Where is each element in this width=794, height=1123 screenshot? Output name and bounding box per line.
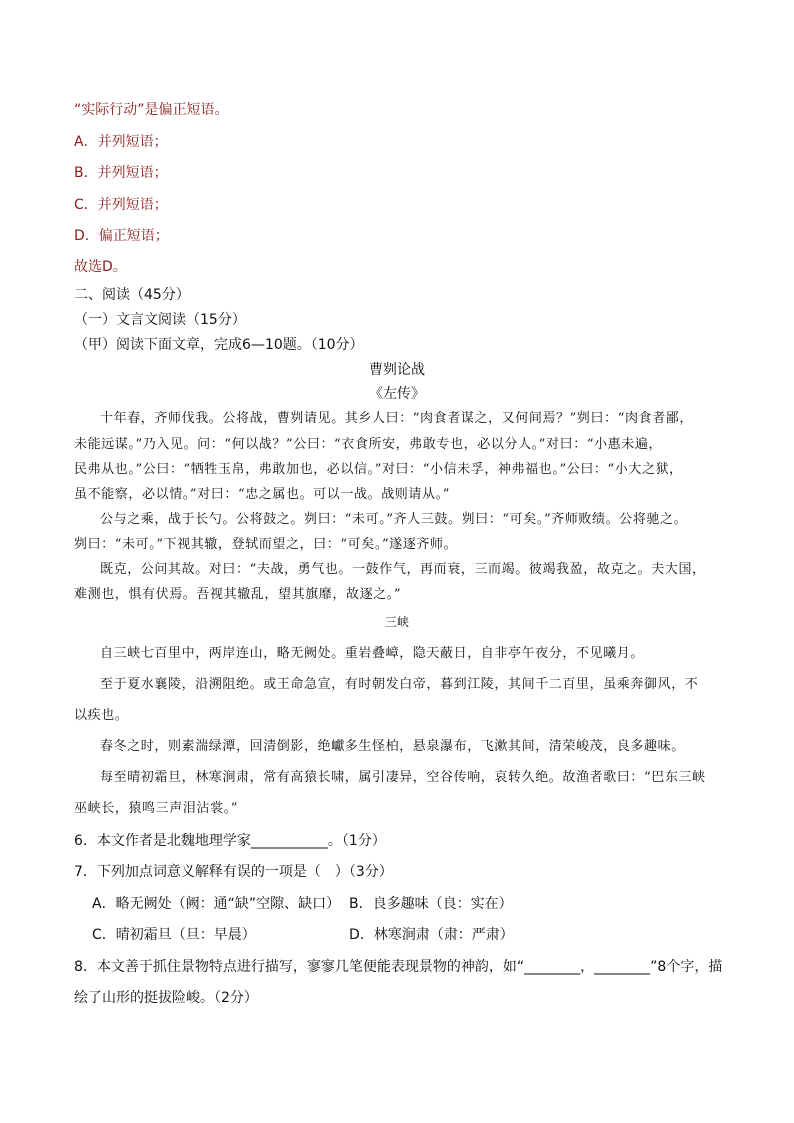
question-6: 6．本文作者是北魏地理学家___________。（1分） — [74, 833, 386, 849]
answer-note: “实际行动”是偏正短语。 — [74, 102, 229, 118]
section-instruction: （甲）阅读下面文章，完成6—10题。（10分） — [74, 337, 364, 353]
passage2-line: 巫峡长，猿鸣三声泪沾裳。” — [74, 801, 238, 816]
question-7-option-a: A．略无阙处（阙：通“缺”空隙、缺口） — [92, 896, 341, 912]
passage2-line: 自三峡七百里中，两岸连山，略无阙处。重岩叠嶂，隐天蔽日，自非亭午夜分，不见曦月。 — [100, 646, 645, 661]
passage1-line: 既克，公问其故。对曰：“夫战，勇气也。一鼓作气，再而衰，三而竭。彼竭我盈，故克之。夫大国， — [100, 562, 706, 577]
passage2-line: 春冬之时，则素湍绿潭，回清倒影，绝巘多生怪柏，悬泉瀑布，飞漱其间，清荣峻茂，良多趣味。 — [100, 739, 685, 754]
question-7-option-b: B．良多趣味（良：实在） — [349, 896, 513, 912]
passage1-line: 民弗从也。”公曰：“牺牲玉帛，弗敢加也，必以信。”对曰：“小信未孚，神弗福也。”公曰：“小大之狱， — [74, 462, 683, 477]
answer-option-b: B．并列短语； — [74, 165, 168, 181]
passage1-line: 刿曰：“未可。”下视其辙，登轼而望之，曰：“可矣。”遂逐齐师。 — [74, 537, 458, 552]
question-7: 7．下列加点词意义解释有误的一项是（ ）（3分） — [74, 864, 393, 880]
passage1-line: 公与之乘，战于长勺。公将鼓之。刿曰：“未可。”齐人三鼓。刿曰：“可矣。”齐师败绩。公将驰之。 — [100, 512, 688, 527]
answer-option-c: C．并列短语； — [74, 197, 168, 213]
passage1-line: 十年春，齐师伐我。公将战，曹刿请见。其乡人曰：“肉食者谋之，又何间焉？”刿曰：“肉食者鄙， — [100, 411, 693, 426]
passage2-line: 每至晴初霜旦，林寒涧肃，常有高猿长啸，属引凄异，空谷传响，哀转久绝。故渔者歌曰：“巴东三峡 — [100, 770, 706, 785]
question-8-line2: 绘了山形的挺拔险峻。（2分） — [74, 990, 258, 1006]
passage2-line: 以疾也。 — [74, 708, 129, 723]
passage1-line: 难测也，惧有伏焉。吾视其辙乱，望其旗靡，故逐之。” — [74, 587, 402, 602]
question-7-option-c: C．晴初霜旦（旦：早晨） — [92, 927, 256, 943]
passage1-title: 曹刿论战 — [369, 362, 425, 378]
question-7-option-d: D．林寒涧肃（肃：严肃） — [349, 927, 514, 943]
section-title: 二、阅读（45分） — [74, 287, 190, 303]
passage1-source: 《左传》 — [369, 386, 425, 402]
passage1-line: 虽不能察，必以情。”对曰：“忠之属也。可以一战。战则请从。” — [74, 487, 450, 502]
passage2-line: 至于夏水襄陵，沿溯阻绝。或王命急宣，有时朝发白帝，暮到江陵，其间千二百里，虽乘奔御风，不 — [100, 677, 699, 692]
passage1-line: 未能远谋。”乃入见。问：“何以战？”公曰：“衣食所安，弗敢专也，必以分人。”对曰：“小惠未遍， — [74, 437, 663, 452]
passage2-title: 三峡 — [384, 615, 409, 629]
question-8-line1: 8．本文善于抓住景物特点进行描写，寥寥几笔便能表现景物的神韵，如“________，________”8个字，描 — [74, 959, 723, 975]
section-subtitle: （一）文言文阅读（15分） — [74, 312, 246, 328]
answer-option-a: A．并列短语； — [74, 134, 168, 150]
answer-option-d: D．偏正短语； — [74, 228, 169, 244]
answer-conclusion: 故选D。 — [74, 259, 127, 275]
